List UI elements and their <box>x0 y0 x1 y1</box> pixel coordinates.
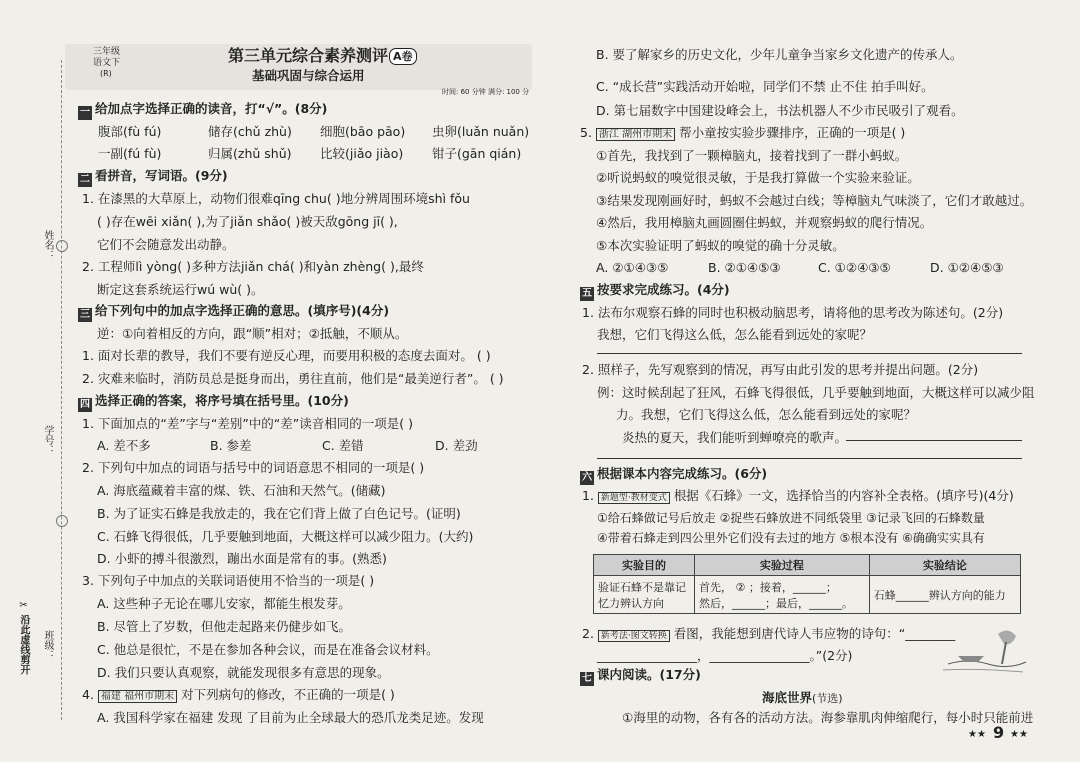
option: A. 海底蕴藏着丰富的煤、铁、石油和天然气。(储藏) <box>97 483 386 498</box>
name-label: 姓名： <box>42 230 53 260</box>
s6-question: 2. 新考法·图文转换 看图，我能想到唐代诗人韦应物的诗句：“________ <box>582 626 956 641</box>
s1-item: 虫卵(luǎn nuǎn) <box>432 124 530 139</box>
s1-item: 钳子(gān qián) <box>432 146 522 161</box>
option: D. 差劲 <box>435 438 478 453</box>
grade-label: 三年级 <box>93 47 121 57</box>
s4-question: 4. 福建 福州市期末 对下列病句的修改，不正确的一项是( ) <box>82 687 395 702</box>
option: A. 我国科学家在福建 发现 了目前为止全球最大的恐爪龙类足迹。发现 <box>97 710 484 725</box>
s5-question: 1. 法布尔观察石蜂的同时也积极动脑思考，请将他的思考改为陈述句。(2分) <box>582 305 1004 320</box>
s6-options: ①给石蜂做记号后放走 ②捉些石蜂放进不同纸袋里 ③记录飞回的石蜂数量 <box>597 511 985 525</box>
footer-stars: ★★ <box>1010 729 1028 740</box>
option: D. ①②④⑤③ <box>930 260 1004 275</box>
type-tag: 新考法·图文转换 <box>598 630 670 642</box>
subject-label: 语文下 <box>93 58 121 68</box>
s2-line: ( )存在wēi xiǎn( ),为了jiǎn shǎo( )被天敌gōng jī( ), <box>97 214 398 229</box>
s4-question: 1. 下面加点的“差”字与“差别”中的“差”读音相同的一项是( ) <box>82 416 413 431</box>
version-badge: A卷 <box>389 48 417 65</box>
id-label: 学号： <box>42 425 53 455</box>
option: A. 差不多 <box>97 438 151 453</box>
s4-question: 2. 下列句中加点的词语与括号中的词语意思不相同的一项是( ) <box>82 460 425 475</box>
binding-hole <box>56 240 68 252</box>
table-cell: 石蜂______辨认方向的能力 <box>869 576 1020 614</box>
region-tag: 福建 福州市期末 <box>98 690 177 703</box>
answer-line <box>597 353 1022 354</box>
option: B. 要了解家乡的历史文化，少年儿童争当家乡文化遗产的传承人。 <box>596 47 963 62</box>
table-header: 实验结论 <box>869 555 1020 576</box>
s5-sentence: 我想，它们飞得这么低，怎么能看到远处的家呢？ <box>597 327 873 342</box>
section-1-title: 一 给加点字选择正确的读音，打“√”。(8分) <box>80 101 328 118</box>
option: D. 小虾的搏斗很激烈，蹦出水面是常有的事。(熟悉) <box>97 551 387 566</box>
edition-label: (R) <box>100 69 112 78</box>
section-7-title: 七 课内阅读。(17分) <box>582 667 701 684</box>
class-label: 班级： <box>42 630 53 660</box>
section-6-title: 六 根据课本内容完成练习。(6分) <box>582 466 768 483</box>
s5-prompt: 炎热的夏天，我们能听到蝉嘹亮的歌声。 <box>622 430 848 445</box>
step: ③结果发现刚画好时，蚂蚁不会越过白线；等樟脑丸气味淡了，它们才敢越过。 <box>596 193 1033 208</box>
option: A. 这些种子无论在哪儿安家，都能生根发芽。 <box>97 596 351 611</box>
section-4-title: 四 选择正确的答案，将序号填在括号里。(10分) <box>80 393 349 410</box>
section-2-title: 二 看拼音，写词语。(9分) <box>80 168 228 185</box>
s1-item: 腹部(fù fú) <box>98 124 162 139</box>
experiment-table <box>593 554 1021 614</box>
step: ④然后，我用樟脑丸画圆圈住蚂蚁，并观察蚂蚁的爬行情况。 <box>596 215 933 230</box>
table-header: 实验过程 <box>695 555 870 576</box>
s3-question: 2. 灾难来临时，消防员总是挺身而出，勇往直前，他们是“最美逆行者”。 ( ) <box>82 371 504 386</box>
type-tag: 新题型·教材变式 <box>598 492 670 504</box>
option: B. ②①④⑤③ <box>708 260 781 275</box>
river-boat-illustration <box>938 624 1028 680</box>
cut-line <box>61 60 62 720</box>
page-subtitle: 基础巩固与综合运用 <box>252 68 365 83</box>
option: B. 尽管上了岁数，但他走起路来仍健步如飞。 <box>97 619 352 634</box>
q5-question: 5. 浙江 湖州市期末 帮小童按实验步骤排序，正确的一项是( ) <box>580 125 906 140</box>
option: C. ①②④③⑤ <box>818 260 891 275</box>
option: B. 参差 <box>210 438 252 453</box>
s1-item: 细胞(bāo pāo) <box>320 124 406 139</box>
definition: 逆：①向着相反的方向，跟“顺”相对；②抵触，不顺从。 <box>97 326 408 341</box>
step: ②听说蚂蚁的嗅觉很灵敏，于是我打算做一个实验来验证。 <box>596 170 920 185</box>
answer-line <box>846 440 1022 441</box>
s6-question: 1. 新题型·教材变式 根据《石蜂》一文，选择恰当的内容补全表格。(填序号)(4分) <box>582 488 1014 503</box>
s5-example: 例：这时候刮起了狂风，石蜂飞得很低，几乎要触到地面，大概这样可以减少阻 <box>597 385 1035 400</box>
s2-line: 2. 工程师lì yòng( )多种方法jiǎn chá( )和yàn zhèng( ),最终 <box>82 259 424 274</box>
passage-title: 海底世界(节选) <box>762 690 843 705</box>
option: C. 差错 <box>322 438 364 453</box>
binding-hole <box>56 515 68 527</box>
step: ①首先，我找到了一颗樟脑丸，接着找到了一群小蚂蚁。 <box>596 148 908 163</box>
page-number: 9 <box>993 723 1005 742</box>
s5-question: 2. 照样子，先写观察到的情况，再写由此引发的思考并提出问题。(2分) <box>582 362 979 377</box>
region-tag: 浙江 湖州市期末 <box>596 128 675 141</box>
option: C. 石蜂飞得很低，几乎要触到地面，大概这样可以减少阻力。(大约) <box>97 529 474 544</box>
footer-stars: ★★ <box>968 729 986 740</box>
s3-question: 1. 面对长辈的教导，我们不要有逆反心理，而要用积极的态度去面对。 ( ) <box>82 348 491 363</box>
time-score-meta: 时间: 60 分钟 满分: 100 分 <box>442 88 530 96</box>
s5-example: 力。我想，它们飞得这么低，怎么能看到远处的家呢？ <box>616 407 917 422</box>
option: C. “成长营”实践活动开始啦，同学们不禁 止不住 拍手叫好。 <box>596 79 934 94</box>
s1-item: 一副(fú fù) <box>98 146 162 161</box>
s1-item: 储存(chǔ zhù) <box>208 124 292 139</box>
s2-line: 断定这套系统运行wú wù( )。 <box>97 282 264 297</box>
page-title: 第三单元综合素养测评 <box>228 46 389 65</box>
s6-answer: ________________，________________。”(2分) <box>597 648 853 663</box>
option: C. 他总是很忙，不是在参加各种会议，而是在准备会议材料。 <box>97 642 439 657</box>
table-cell: 验证石蜂不是靠记忆力辨认方向 <box>594 576 695 614</box>
s1-item: 比较(jiǎo jiào) <box>320 146 404 161</box>
table-header: 实验目的 <box>594 555 695 576</box>
option: D. 第七届数字中国建设峰会上，书法机器人不少市民吸引了观看。 <box>596 103 964 118</box>
passage-text: ①海里的动物，各有各的活动方法。海参靠肌肉伸缩爬行，每小时只能前进 <box>622 710 1034 725</box>
s1-item: 归属(zhǔ shǔ) <box>208 146 292 161</box>
option: D. 我们只要认真观察，就能发现很多有意思的现象。 <box>97 665 390 680</box>
s4-question: 3. 下列句子中加点的关联词语使用不恰当的一项是( ) <box>82 573 375 588</box>
answer-line <box>597 458 1022 459</box>
s2-line: 1. 在漆黑的大草原上，动物们很难qīng chu( )地分辨周围环境shì fǒu <box>82 191 470 206</box>
section-3-title: 三 给下列句中的加点字选择正确的意思。(填序号)(4分) <box>80 303 390 320</box>
step: ⑤本次实验证明了蚂蚁的嗅觉的确十分灵敏。 <box>596 238 845 253</box>
s6-options: ④带着石蜂走到四公里外它们没有去过的地方 ⑤根本没有 ⑥确确实实具有 <box>597 531 985 545</box>
option: B. 为了证实石蜂是我放走的，我在它们背上做了白色记号。(证明) <box>97 506 461 521</box>
option: A. ②①④③⑤ <box>596 260 669 275</box>
section-5-title: 五 按要求完成练习。(4分) <box>582 282 730 299</box>
s2-line: 它们不会随意发出动静。 <box>97 237 235 252</box>
table-cell: 首先， ② ；接着，______； 然后，______；最后，______。 <box>695 576 870 614</box>
cut-line-label: ✂ 沿此虚线剪开 <box>18 600 29 675</box>
